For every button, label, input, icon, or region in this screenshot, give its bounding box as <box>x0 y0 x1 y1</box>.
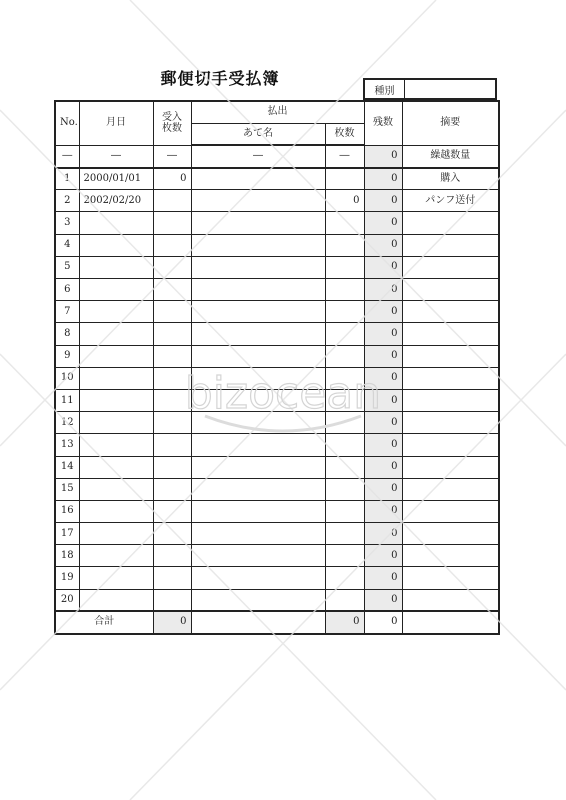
header-payout: 払出 <box>191 101 364 123</box>
type-value[interactable] <box>405 80 495 98</box>
table-row <box>55 190 499 212</box>
table-row <box>55 301 499 323</box>
header-balance: 残数 <box>364 101 402 145</box>
row-balance: 0 <box>364 500 402 522</box>
row-count[interactable]: 0 <box>325 190 364 212</box>
row-balance: 0 <box>364 190 402 212</box>
row-memo[interactable] <box>402 456 499 478</box>
row-received[interactable] <box>153 500 191 522</box>
row-date[interactable] <box>79 279 153 301</box>
row-no: 18 <box>55 545 79 567</box>
watermark-text: bizocean <box>184 368 382 419</box>
row-count[interactable] <box>325 212 364 234</box>
row-received[interactable] <box>153 567 191 589</box>
row-date[interactable] <box>79 256 153 278</box>
row-date[interactable] <box>79 523 153 545</box>
row-count[interactable] <box>325 478 364 500</box>
total-received: 0 <box>153 611 191 633</box>
row-received[interactable] <box>153 456 191 478</box>
row-balance: 0 <box>364 478 402 500</box>
row-recipient[interactable] <box>191 434 325 456</box>
carry-recipient: ― <box>191 145 325 167</box>
row-memo[interactable] <box>402 545 499 567</box>
row-count[interactable] <box>325 523 364 545</box>
row-count[interactable] <box>325 323 364 345</box>
row-memo[interactable] <box>402 234 499 256</box>
row-no: 13 <box>55 434 79 456</box>
row-recipient[interactable] <box>191 256 325 278</box>
row-date[interactable] <box>79 234 153 256</box>
row-recipient[interactable] <box>191 456 325 478</box>
total-balance: 0 <box>364 611 402 633</box>
row-no: 16 <box>55 500 79 522</box>
row-received[interactable] <box>153 523 191 545</box>
table-row <box>55 367 499 389</box>
row-recipient[interactable] <box>191 500 325 522</box>
row-received[interactable] <box>153 389 191 411</box>
row-received[interactable]: 0 <box>153 168 191 190</box>
row-memo[interactable] <box>402 523 499 545</box>
row-received[interactable] <box>153 434 191 456</box>
row-date[interactable] <box>79 323 153 345</box>
total-memo <box>402 611 499 633</box>
row-balance: 0 <box>364 323 402 345</box>
row-no: 4 <box>55 234 79 256</box>
row-no: 2 <box>55 190 79 212</box>
row-received[interactable] <box>153 478 191 500</box>
row-memo[interactable] <box>402 345 499 367</box>
row-received[interactable] <box>153 323 191 345</box>
table-row <box>55 523 499 545</box>
row-count[interactable] <box>325 545 364 567</box>
row-received[interactable] <box>153 545 191 567</box>
row-date[interactable] <box>79 545 153 567</box>
row-recipient[interactable] <box>191 389 325 411</box>
row-count[interactable] <box>325 234 364 256</box>
row-received[interactable] <box>153 256 191 278</box>
type-label: 種別 <box>365 80 405 98</box>
row-memo[interactable]: パンフ送付 <box>402 190 499 212</box>
header-no: No. <box>55 101 79 145</box>
row-memo[interactable] <box>402 323 499 345</box>
row-received[interactable] <box>153 589 191 611</box>
row-count[interactable] <box>325 168 364 190</box>
row-received[interactable] <box>153 279 191 301</box>
row-balance: 0 <box>364 168 402 190</box>
carry-no: ― <box>55 145 79 167</box>
row-date[interactable] <box>79 345 153 367</box>
row-memo[interactable] <box>402 434 499 456</box>
total-count: 0 <box>325 611 364 633</box>
total-row <box>55 611 499 633</box>
row-received[interactable] <box>153 301 191 323</box>
carry-memo: 繰越数量 <box>402 145 499 167</box>
row-date[interactable]: 2000/01/01 <box>79 168 153 190</box>
table-row <box>55 389 499 411</box>
row-count[interactable] <box>325 367 364 389</box>
row-date[interactable]: 2002/02/20 <box>79 190 153 212</box>
table-row <box>55 500 499 522</box>
table-row <box>55 478 499 500</box>
row-balance: 0 <box>364 367 402 389</box>
row-received[interactable] <box>153 367 191 389</box>
row-recipient[interactable] <box>191 567 325 589</box>
row-count[interactable] <box>325 301 364 323</box>
header-count: 枚数 <box>325 123 364 145</box>
row-balance: 0 <box>364 389 402 411</box>
row-count[interactable] <box>325 589 364 611</box>
row-balance: 0 <box>364 345 402 367</box>
row-no: 9 <box>55 345 79 367</box>
row-no: 19 <box>55 567 79 589</box>
carry-received: ― <box>153 145 191 167</box>
row-balance: 0 <box>364 434 402 456</box>
row-date[interactable] <box>79 367 153 389</box>
row-balance: 0 <box>364 279 402 301</box>
row-recipient[interactable] <box>191 345 325 367</box>
table-row <box>55 434 499 456</box>
row-recipient[interactable] <box>191 545 325 567</box>
table-row <box>55 279 499 301</box>
row-balance: 0 <box>364 567 402 589</box>
row-no: 5 <box>55 256 79 278</box>
table-row <box>55 323 499 345</box>
row-no: 14 <box>55 456 79 478</box>
row-balance: 0 <box>364 456 402 478</box>
row-count[interactable] <box>325 279 364 301</box>
row-no: 1 <box>55 168 79 190</box>
table-row <box>55 345 499 367</box>
row-balance: 0 <box>364 256 402 278</box>
table-row <box>55 168 499 190</box>
row-date[interactable] <box>79 589 153 611</box>
row-no: 6 <box>55 279 79 301</box>
row-date[interactable] <box>79 500 153 522</box>
row-balance: 0 <box>364 212 402 234</box>
row-count[interactable] <box>325 256 364 278</box>
table-row <box>55 234 499 256</box>
carry-date: ― <box>79 145 153 167</box>
table-row <box>55 412 499 434</box>
carry-count: ― <box>325 145 364 167</box>
row-count[interactable] <box>325 345 364 367</box>
row-memo[interactable] <box>402 367 499 389</box>
row-no: 7 <box>55 301 79 323</box>
carry-balance: 0 <box>364 145 402 167</box>
row-recipient[interactable] <box>191 412 325 434</box>
row-memo[interactable] <box>402 256 499 278</box>
type-box <box>363 78 497 100</box>
row-no: 11 <box>55 389 79 411</box>
row-balance: 0 <box>364 234 402 256</box>
row-memo[interactable] <box>402 589 499 611</box>
table-row <box>55 567 499 589</box>
header-recipient: あて名 <box>191 123 325 145</box>
row-received[interactable] <box>153 212 191 234</box>
row-memo[interactable] <box>402 389 499 411</box>
row-no: 20 <box>55 589 79 611</box>
row-count[interactable] <box>325 434 364 456</box>
row-no: 15 <box>55 478 79 500</box>
row-balance: 0 <box>364 301 402 323</box>
row-received[interactable] <box>153 345 191 367</box>
row-balance: 0 <box>364 589 402 611</box>
header-received: 受入 枚数 <box>153 101 191 145</box>
table-row <box>55 545 499 567</box>
carryover-row <box>55 145 499 167</box>
row-count[interactable] <box>325 389 364 411</box>
row-recipient[interactable] <box>191 367 325 389</box>
row-no: 10 <box>55 367 79 389</box>
total-label: 合計 <box>55 611 153 633</box>
row-count[interactable] <box>325 456 364 478</box>
row-memo[interactable]: 購入 <box>402 168 499 190</box>
row-date[interactable] <box>79 389 153 411</box>
row-memo[interactable] <box>402 567 499 589</box>
row-date[interactable] <box>79 567 153 589</box>
row-recipient[interactable] <box>191 589 325 611</box>
page-title: 郵便切手受払簿 <box>160 69 280 88</box>
row-memo[interactable] <box>402 500 499 522</box>
row-recipient[interactable] <box>191 523 325 545</box>
row-memo[interactable] <box>402 279 499 301</box>
row-no: 8 <box>55 323 79 345</box>
row-date[interactable] <box>79 456 153 478</box>
header-date: 月日 <box>79 101 153 145</box>
row-balance: 0 <box>364 412 402 434</box>
row-no: 17 <box>55 523 79 545</box>
row-date[interactable] <box>79 412 153 434</box>
row-date[interactable] <box>79 301 153 323</box>
row-memo[interactable] <box>402 412 499 434</box>
row-count[interactable] <box>325 500 364 522</box>
row-received[interactable] <box>153 190 191 212</box>
total-recipient <box>191 611 325 633</box>
row-memo[interactable] <box>402 478 499 500</box>
table-row <box>55 212 499 234</box>
table-row <box>55 456 499 478</box>
row-count[interactable] <box>325 412 364 434</box>
header-memo: 摘要 <box>402 101 499 145</box>
row-recipient[interactable] <box>191 168 325 190</box>
row-count[interactable] <box>325 567 364 589</box>
stamp-ledger-table <box>54 100 500 635</box>
table-row <box>55 256 499 278</box>
row-balance: 0 <box>364 545 402 567</box>
row-received[interactable] <box>153 234 191 256</box>
row-recipient[interactable] <box>191 478 325 500</box>
row-recipient[interactable] <box>191 234 325 256</box>
row-memo[interactable] <box>402 301 499 323</box>
row-balance: 0 <box>364 523 402 545</box>
row-date[interactable] <box>79 212 153 234</box>
row-recipient[interactable] <box>191 212 325 234</box>
table-row <box>55 589 499 611</box>
row-received[interactable] <box>153 412 191 434</box>
row-no: 12 <box>55 412 79 434</box>
row-no: 3 <box>55 212 79 234</box>
row-recipient[interactable] <box>191 279 325 301</box>
row-date[interactable] <box>79 478 153 500</box>
row-memo[interactable] <box>402 212 499 234</box>
row-recipient[interactable] <box>191 190 325 212</box>
row-recipient[interactable] <box>191 323 325 345</box>
row-recipient[interactable] <box>191 301 325 323</box>
row-date[interactable] <box>79 434 153 456</box>
